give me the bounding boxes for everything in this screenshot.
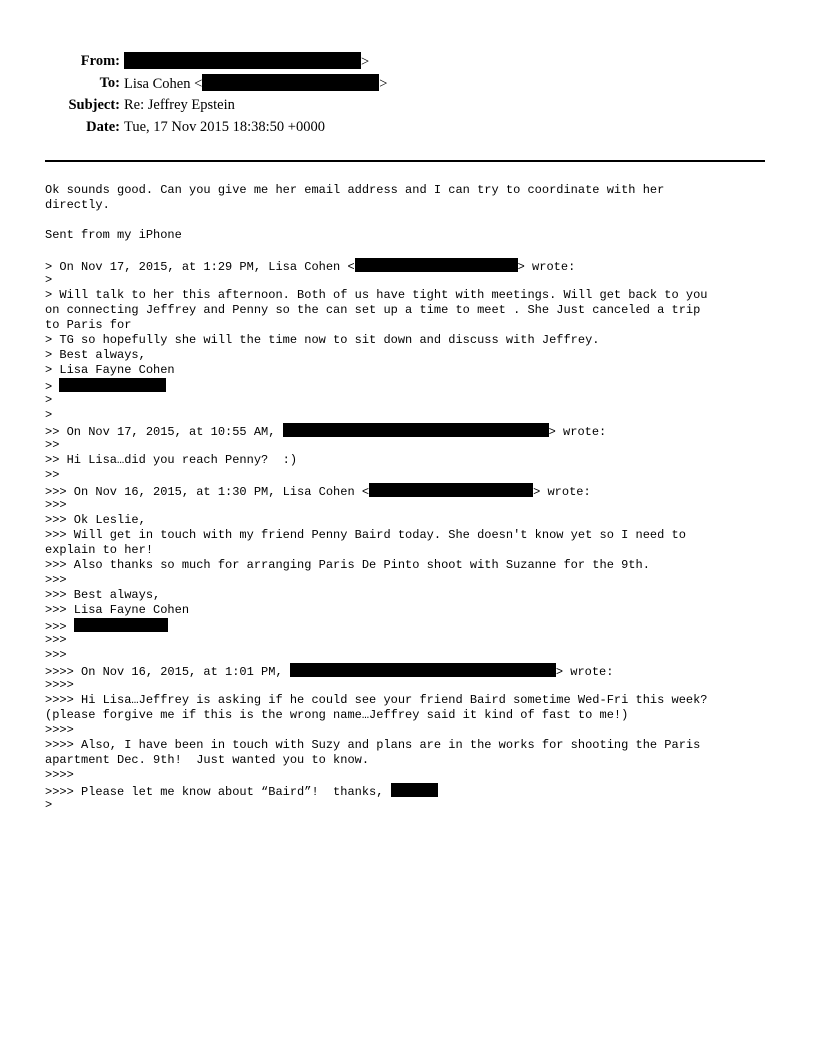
from-value <box>124 52 369 71</box>
email-body <box>45 183 770 813</box>
to-name: Lisa Cohen < <box>124 76 203 92</box>
body-line-text: >>>> Hi Lisa…Jeffrey is asking if he could see your friend Baird sometime Wed-Fri this week? <box>45 693 708 707</box>
body-line-text: >> <box>45 438 60 452</box>
body-line-text: > <box>45 273 53 287</box>
body-line <box>45 633 770 648</box>
body-line-text: >>> <box>45 648 67 662</box>
redaction-block <box>74 618 168 632</box>
body-line-text: >>>> <box>45 768 74 782</box>
body-line <box>45 243 770 258</box>
body-line-text: > Lisa Fayne Cohen <box>45 363 175 377</box>
body-line <box>45 483 770 498</box>
body-line <box>45 603 770 618</box>
body-line <box>45 543 770 558</box>
from-suffix: > <box>361 54 370 70</box>
body-line <box>45 408 770 423</box>
body-line <box>45 513 770 528</box>
body-line <box>45 303 770 318</box>
subject-label: Subject: <box>68 97 120 113</box>
body-line-text: directly. <box>45 198 110 212</box>
body-line <box>45 453 770 468</box>
body-line-text: >>>> Please let me know about “Baird”! thanks, <box>45 785 391 799</box>
to-label: To: <box>99 75 120 91</box>
redaction-block <box>124 52 361 69</box>
body-line-text: >>>> <box>45 678 74 692</box>
body-line-text: >>>> Also, I have been in touch with Suzy and plans are in the works for shooting the Paris <box>45 738 701 752</box>
body-line <box>45 348 770 363</box>
body-line-text: >>> <box>45 620 74 634</box>
body-line <box>45 198 770 213</box>
date-label: Date: <box>86 119 120 135</box>
to-suffix: > <box>379 76 388 92</box>
body-line-text: Ok sounds good. Can you give me her email address and I can try to coordinate with her <box>45 183 665 197</box>
body-line-text: >>> Best always, <box>45 588 161 602</box>
body-line-text: > Will talk to her this afternoon. Both of us have tight with meetings. Will get back to you <box>45 288 708 302</box>
body-line <box>45 333 770 348</box>
body-line <box>45 378 770 393</box>
body-line <box>45 798 770 813</box>
body-line-text: > Best always, <box>45 348 146 362</box>
redaction-block <box>202 74 379 91</box>
body-line-text: >>> On Nov 16, 2015, at 1:30 PM, Lisa Cohen < <box>45 485 370 499</box>
body-line-text: apartment Dec. 9th! Just wanted you to know. <box>45 753 370 767</box>
body-line <box>45 288 770 303</box>
redaction-block <box>391 783 438 797</box>
body-line-text: >> Hi Lisa…did you reach Penny? :) <box>45 453 298 467</box>
body-line-text: >> <box>45 468 60 482</box>
body-line-text: to Paris for <box>45 318 132 332</box>
redaction-block <box>59 378 166 392</box>
redaction-block <box>355 258 518 272</box>
body-line <box>45 753 770 768</box>
body-line-suffix: > wrote: <box>533 485 591 499</box>
body-line-text: (please forgive me if this is the wrong name…Jeffrey said it kind of fast to me!) <box>45 708 629 722</box>
body-line-text: on connecting Jeffrey and Penny so the can set up a time to meet . She Just canceled a trip <box>45 303 701 317</box>
body-line-text: > TG so hopefully she will the time now to sit down and discuss with Jeffrey. <box>45 333 600 347</box>
body-line-text: > <box>45 798 53 812</box>
body-line-text: >>>> On Nov 16, 2015, at 1:01 PM, <box>45 665 290 679</box>
body-line-suffix: > wrote: <box>555 665 614 679</box>
body-line <box>45 693 770 708</box>
body-line-text: explain to her! <box>45 543 154 557</box>
body-line <box>45 663 770 678</box>
body-line <box>45 213 770 228</box>
body-line <box>45 528 770 543</box>
body-line <box>45 423 770 438</box>
body-line <box>45 183 770 198</box>
body-line <box>45 648 770 663</box>
body-line-text: >>> <box>45 573 67 587</box>
body-line <box>45 468 770 483</box>
body-line <box>45 618 770 633</box>
body-line <box>45 723 770 738</box>
body-line-text: >>> Ok Leslie, <box>45 513 146 527</box>
body-line <box>45 273 770 288</box>
body-line <box>45 258 770 273</box>
body-line-text: > On Nov 17, 2015, at 1:29 PM, Lisa Cohen < <box>45 260 355 274</box>
body-line <box>45 438 770 453</box>
body-line-text: >>> <box>45 633 67 647</box>
body-line <box>45 318 770 333</box>
body-line-text: > <box>45 408 53 422</box>
body-line <box>45 768 770 783</box>
body-line-suffix: > wrote: <box>517 260 576 274</box>
body-line <box>45 738 770 753</box>
body-line-text: >>> Also thanks so much for arranging Paris De Pinto shoot with Suzanne for the 9th. <box>45 558 650 572</box>
to-value <box>124 74 387 93</box>
body-line-text: > <box>45 380 60 394</box>
body-line <box>45 558 770 573</box>
body-line <box>45 588 770 603</box>
body-line-suffix: > wrote: <box>548 425 607 439</box>
body-line <box>45 573 770 588</box>
date-value: Tue, 17 Nov 2015 18:38:50 +0000 <box>124 119 325 135</box>
body-line <box>45 678 770 693</box>
body-line-text: >>> Will get in touch with my friend Penny Baird today. She doesn't know yet so I need to <box>45 528 686 542</box>
redaction-block <box>369 483 533 497</box>
body-line <box>45 498 770 513</box>
body-line <box>45 783 770 798</box>
body-line <box>45 708 770 723</box>
body-line-text: > <box>45 393 53 407</box>
body-line <box>45 363 770 378</box>
body-line-text: >> On Nov 17, 2015, at 10:55 AM, <box>45 425 283 439</box>
redaction-block <box>283 423 549 437</box>
body-line <box>45 228 770 243</box>
body-line <box>45 393 770 408</box>
body-line-text: Sent from my iPhone <box>45 228 182 242</box>
from-label: From: <box>80 53 120 69</box>
redaction-block <box>290 663 556 677</box>
body-line-text: >>> <box>45 498 67 512</box>
body-line-text: >>> Lisa Fayne Cohen <box>45 603 190 617</box>
subject-value: Re: Jeffrey Epstein <box>124 97 235 113</box>
header-divider <box>45 160 765 162</box>
body-line-text: >>>> <box>45 723 74 737</box>
